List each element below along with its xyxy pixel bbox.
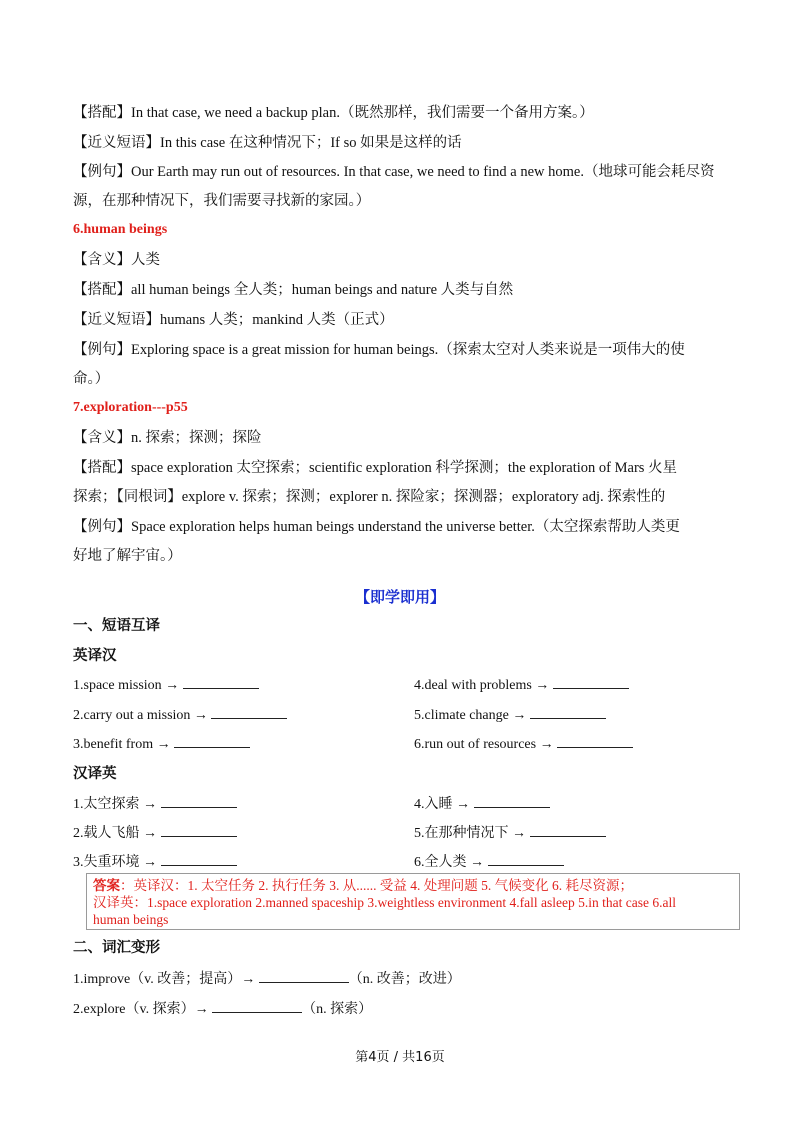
meaning-line: 【含义】n. 探索；探测；探险 xyxy=(73,430,262,446)
example-line-continued: 源，在那种情况下，我们需要寻找新的家园。） xyxy=(73,193,371,209)
exercise-item xyxy=(414,822,606,844)
answer-blank[interactable] xyxy=(259,968,349,983)
vocab-heading-exploration: 7.exploration---p55 xyxy=(73,400,188,415)
practice-title: 【即学即用】 xyxy=(354,588,445,606)
collocation-line: 【搭配】all human beings 全人类；human beings and nature 人类与自然 xyxy=(73,282,514,298)
synonym-line: 【近义短语】In this case 在这种情况下；If so 如果是这样的话 xyxy=(73,135,462,151)
en-to-cn-heading: 英译汉 xyxy=(73,648,117,664)
example-line-continued: 命。） xyxy=(73,371,110,387)
exercise-prompt: 3.benefit from → xyxy=(73,737,171,752)
answer-blank[interactable] xyxy=(557,733,633,748)
example-line: 【例句】Space exploration helps human beings understand the universe better.（太空探索帮助人类更 xyxy=(73,519,680,535)
answer-blank[interactable] xyxy=(488,851,564,866)
vocab-heading-human-beings: 6.human beings xyxy=(73,222,168,237)
exercise-prompt: 6.全人类 → xyxy=(414,855,484,870)
page-number: 第4页 / 共16页 xyxy=(355,1050,445,1065)
exercise-prompt: 4.入睡 → xyxy=(414,797,470,812)
vocab-prompt: 1.improve（v. 改善；提高）→ xyxy=(73,972,256,987)
vocab-transform-item xyxy=(73,968,461,990)
exercise-prompt: 2.载人飞船 → xyxy=(73,826,157,841)
vocab-prompt: 2.explore（v. 探索）→ xyxy=(73,1002,209,1017)
exercise-item xyxy=(73,793,237,815)
answer-text: ：英译汉：1. 太空任务 2. 执行任务 3. 从...... 受益 4. 处理问题 5. 气候变化 6. 耗尽资源； xyxy=(120,878,633,893)
example-line: 【例句】Our Earth may run out of resources. In that case, we need to find a new home.（地球可能会耗尽资 xyxy=(73,164,715,180)
vocab-transform-item xyxy=(73,998,372,1020)
meaning-line: 【含义】人类 xyxy=(73,252,160,268)
exercise-prompt: 3.失重环境 → xyxy=(73,855,157,870)
exercise-prompt: 5.climate change → xyxy=(414,708,527,723)
exercise-prompt: 2.carry out a mission → xyxy=(73,708,208,723)
answer-blank[interactable] xyxy=(161,822,237,837)
exercise-prompt: 1.太空探索 → xyxy=(73,797,157,812)
collocation-line-continued: 探索；【同根词】explore v. 探索；探测；explorer n. 探险家；探测器；exploratory adj. 探索性的 xyxy=(73,489,666,505)
vocab-hint: （n. 探索） xyxy=(302,1002,373,1017)
answer-blank[interactable] xyxy=(161,793,237,808)
example-line: 【例句】Exploring space is a great mission for human beings.（探索太空对人类来说是一项伟大的使 xyxy=(73,342,685,358)
exercise-prompt: 1.space mission → xyxy=(73,678,180,693)
exercise-prompt: 6.run out of resources → xyxy=(414,737,554,752)
answer-blank[interactable] xyxy=(553,674,629,689)
exercise-item xyxy=(73,822,237,844)
exercise-item xyxy=(73,851,237,873)
collocation-line: 【搭配】space exploration 太空探索；scientific exploration 科学探测；the exploration of Mars 火星 xyxy=(73,460,678,476)
exercise-prompt: 5.在那种情况下 → xyxy=(414,826,526,841)
exercise-item xyxy=(73,704,287,726)
part-one-heading: 一、短语互译 xyxy=(73,618,160,634)
answer-line: 汉译英：1.space exploration 2.manned spaceship 3.weightless environment 4.fall asleep 5.in that case 6.all xyxy=(93,895,676,910)
answer-box xyxy=(86,873,740,930)
exercise-item xyxy=(414,851,564,873)
exercise-item xyxy=(414,674,629,696)
synonym-line: 【近义短语】humans 人类；mankind 人类（正式） xyxy=(73,312,394,328)
answer-blank[interactable] xyxy=(474,793,550,808)
collocation-line: 【搭配】In that case, we need a backup plan.（既然那样，我们需要一个备用方案。） xyxy=(73,105,594,121)
answer-label: 答案 xyxy=(93,878,120,893)
answer-blank[interactable] xyxy=(530,704,606,719)
answer-line: human beings xyxy=(93,912,169,927)
cn-to-en-heading: 汉译英 xyxy=(73,766,117,782)
answer-blank[interactable] xyxy=(530,822,606,837)
exercise-prompt: 4.deal with problems → xyxy=(414,678,550,693)
exercise-item xyxy=(414,733,633,755)
exercise-item xyxy=(73,733,250,755)
answer-blank[interactable] xyxy=(183,674,259,689)
answer-blank[interactable] xyxy=(212,998,302,1013)
example-line-continued: 好地了解宇宙。） xyxy=(73,548,182,564)
answer-blank[interactable] xyxy=(211,704,287,719)
vocab-hint: （n. 改善；改进） xyxy=(348,972,461,987)
exercise-item xyxy=(73,674,259,696)
answer-blank[interactable] xyxy=(161,851,237,866)
exercise-item xyxy=(414,704,606,726)
answer-blank[interactable] xyxy=(174,733,250,748)
answer-line xyxy=(93,877,733,894)
part-two-heading: 二、词汇变形 xyxy=(73,940,160,956)
exercise-item xyxy=(414,793,550,815)
